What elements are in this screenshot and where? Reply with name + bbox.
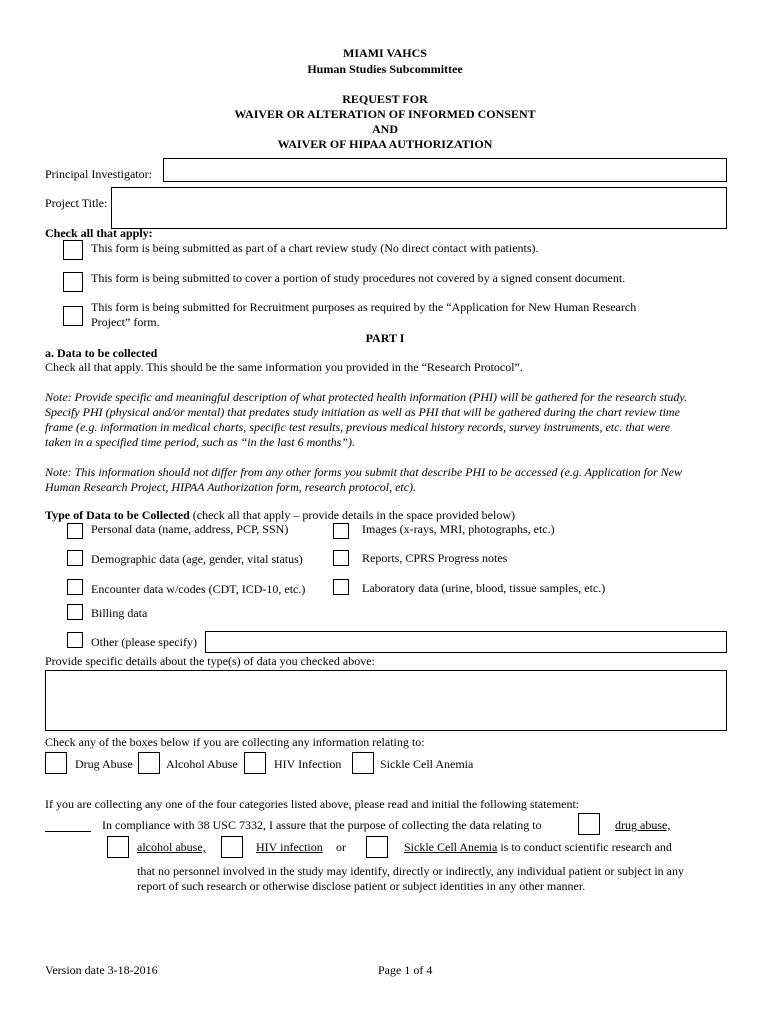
note1-line4: taken in a specified time period, such as “in the last 6 months”). [45, 435, 355, 449]
statement-alcohol-abuse: alcohol abuse, [137, 840, 206, 854]
initials-blank[interactable] [45, 830, 91, 832]
label-personal-data: Personal data (name, address, PCP, SSN) [91, 522, 289, 536]
label-reports: Reports, CPRS Progress notes [362, 551, 508, 565]
check-all-heading: Check all that apply: [45, 226, 153, 240]
checkbox-other-data[interactable] [67, 632, 83, 648]
statement-sickle-cell: Sickle Cell Anemia [404, 840, 498, 854]
committee-name: Human Studies Subcommittee [307, 62, 463, 76]
title-line-3: AND [372, 122, 398, 136]
note2-line2: Human Research Project, HIPAA Authorization form, research protocol, etc). [45, 480, 417, 494]
checkbox-demographic-data[interactable] [67, 550, 83, 566]
title-line-2: WAIVER OR ALTERATION OF INFORMED CONSENT [234, 107, 536, 121]
label-images: Images (x-rays, MRI, photographs, etc.) [362, 522, 555, 536]
statement-intro: If you are collecting any one of the four categories listed above, please read and initial the following statement: [45, 797, 580, 811]
title-line-4: WAIVER OF HIPAA AUTHORIZATION [277, 137, 493, 151]
details-field[interactable] [45, 670, 727, 731]
note1-line3: frame (e.g. information in medical charts, specific test results, previous medical history records, survey instruments, etc. that were [45, 420, 671, 434]
label-sickle-cell: Sickle Cell Anemia [380, 757, 474, 771]
option-chart-review: This form is being submitted as part of a chart review study (No direct contact with patients). [91, 241, 539, 255]
label-billing-data: Billing data [91, 606, 148, 620]
page-number: Page 1 of 4 [378, 963, 433, 977]
label-alcohol-abuse: Alcohol Abuse [166, 757, 238, 771]
label-drug-abuse: Drug Abuse [75, 757, 133, 771]
checkbox-images[interactable] [333, 523, 349, 539]
statement-drug-abuse: drug abuse, [615, 818, 671, 832]
version-date: Version date 3-18-2016 [45, 963, 158, 977]
statement-checkbox-drug[interactable] [578, 813, 600, 835]
option-recruitment-line1: This form is being submitted for Recruitment purposes as required by the “Application for New Human Research [91, 300, 637, 314]
checkbox-sickle-cell[interactable] [352, 752, 374, 774]
label-demographic-data: Demographic data (age, gender, vital status) [91, 552, 303, 566]
data-types-heading-rest: (check all that apply – provide details in the space provided below) [189, 508, 515, 522]
project-title-label: Project Title: [45, 196, 108, 210]
checkbox-chart-review[interactable] [63, 240, 83, 260]
statement-line4: report of such research or otherwise disclose patient or subject identities in any other manner. [137, 879, 586, 893]
statement-or: or [336, 840, 346, 854]
checkbox-encounter-data[interactable] [67, 579, 83, 595]
pi-field[interactable] [163, 158, 727, 182]
data-types-heading-bold: Type of Data to be Collected [45, 508, 190, 522]
other-data-field[interactable] [205, 631, 727, 653]
checkbox-drug-abuse[interactable] [45, 752, 67, 774]
label-encounter-data: Encounter data w/codes (CDT, ICD-10, etc.) [91, 582, 306, 596]
data-types-heading [45, 508, 515, 522]
section-a-text: Check all that apply. This should be the same information you provided in the “Research Protocol”. [45, 360, 523, 374]
checkbox-personal-data[interactable] [67, 523, 83, 539]
org-name: MIAMI VAHCS [343, 46, 427, 60]
checkbox-laboratory-data[interactable] [333, 579, 349, 595]
details-label: Provide specific details about the type(s) of data you checked above: [45, 654, 375, 668]
checkbox-recruitment[interactable] [63, 306, 83, 326]
statement-sickle-line [404, 840, 672, 854]
title-line-1: REQUEST FOR [342, 92, 428, 106]
checkbox-hiv-infection[interactable] [244, 752, 266, 774]
statement-checkbox-alcohol[interactable] [107, 836, 129, 858]
checkbox-alcohol-abuse[interactable] [138, 752, 160, 774]
statement-line2-tail: is to conduct scientific research and [497, 840, 672, 854]
note2-line1: Note: This information should not differ from any other forms you submit that describe PHI to be accessed (e.g. Application for New [45, 465, 682, 479]
option-recruitment-line2: Project” form. [91, 315, 160, 329]
option-partial-consent: This form is being submitted to cover a portion of study procedures not covered by a signed consent document. [91, 271, 626, 285]
label-hiv-infection: HIV Infection [274, 757, 342, 771]
note1-line1: Note: Provide specific and meaningful description of what protected health information (PHI) will be gathered for the research study. [45, 390, 688, 404]
label-laboratory-data: Laboratory data (urine, blood, tissue samples, etc.) [362, 581, 606, 595]
statement-line3: that no personnel involved in the study may identify, directly or indirectly, any individual patient or subject in any [137, 864, 684, 878]
statement-checkbox-sickle[interactable] [366, 836, 388, 858]
part-label: PART I [365, 331, 405, 345]
sensitive-label: Check any of the boxes below if you are collecting any information relating to: [45, 735, 425, 749]
note1-line2: Specify PHI (physical and/or mental) that predates study initiation as well as PHI that will be gathered during the chart review time [45, 405, 680, 419]
statement-line1: In compliance with 38 USC 7332, I assure that the purpose of collecting the data relating to [102, 818, 542, 832]
project-title-field[interactable] [111, 187, 727, 229]
label-other-data: Other (please specify) [91, 635, 197, 649]
statement-hiv-infection: HIV infection [256, 840, 323, 854]
pi-label: Principal Investigator: [45, 167, 152, 181]
checkbox-reports[interactable] [333, 550, 349, 566]
checkbox-partial-consent[interactable] [63, 272, 83, 292]
checkbox-billing-data[interactable] [67, 604, 83, 620]
statement-checkbox-hiv[interactable] [221, 836, 243, 858]
section-a-heading: a. Data to be collected [45, 346, 158, 360]
